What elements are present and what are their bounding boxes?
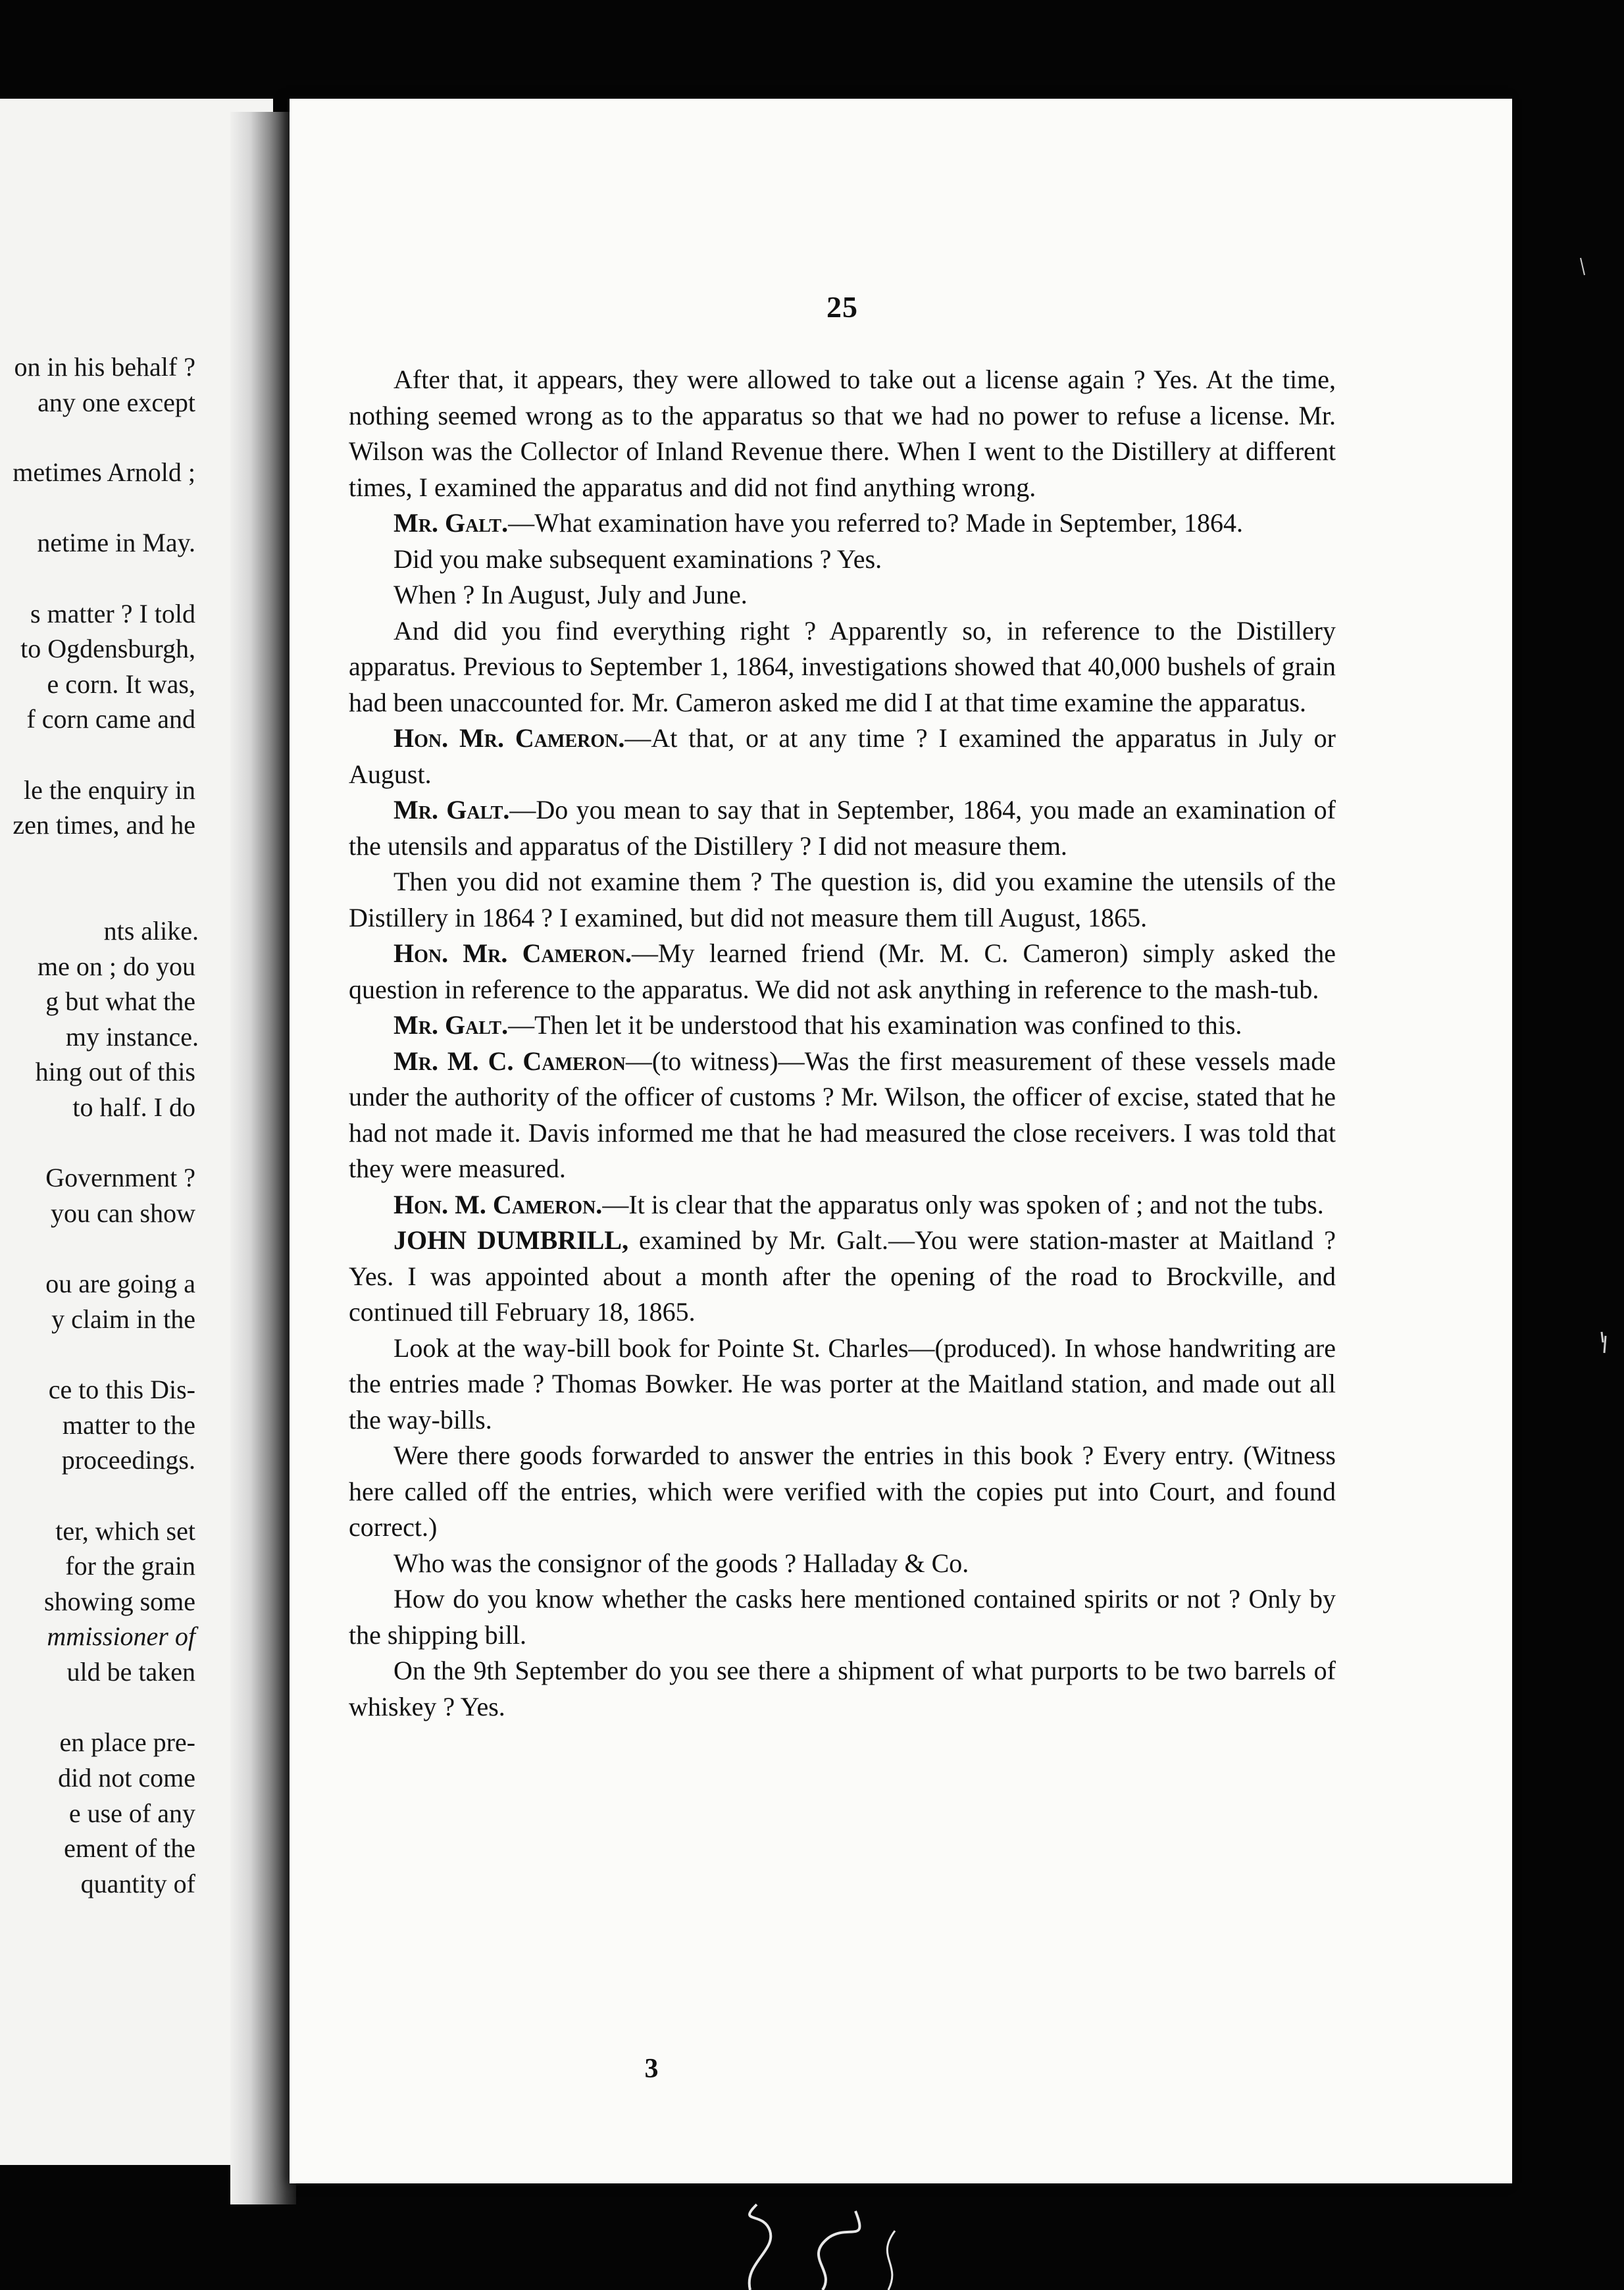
left-page-line: Government ? [45,1163,195,1192]
left-page-line: to half. I do [72,1092,195,1122]
left-page-line: ce to this Dis- [48,1375,195,1404]
paragraph [349,505,1336,542]
paragraph-text: —(to witness)—Was the first measurement of these vessels made under the authority of the officer of customs ? Mr. Wilson, the officer of excise, stated that he had not made it. Davis informed me that he had measured the close receivers. I was told that they were measured. [349,1046,1336,1183]
paragraph-text: Were there goods forwarded to answer the entries in this book ? Every entry. (Witness here called off the entries, which were verified with the copies put into Court, and found correct.) [349,1440,1336,1542]
body-text [349,362,1336,1725]
dust-speck-icon [1599,1329,1608,1356]
speaker-name: Hon. M. Cameron. [393,1189,603,1219]
paragraph-text: —What examination have you referred to? Made in September, 1864. [508,508,1243,538]
paragraph-text: Look at the way-bill book for Pointe St. Charles—(produced). In whose handwriting are the entries made ? Thomas Bowker. He was porter at the Maitland station, and made out all the way-bills. [349,1333,1336,1435]
paragraph-text: —My learned friend (Mr. M. C. Cameron) simply asked the question in reference to the apparatus. We did not ask anything in reference to the mash-tub. [349,938,1336,1004]
left-page-line: mmissioner of [47,1621,195,1651]
left-page-line: to Ogdensburgh, [20,634,195,663]
paragraph-text: When ? In August, July and June. [393,580,748,609]
paragraph [349,1438,1336,1546]
left-page-line: le the enquiry in [23,775,195,805]
speaker-name: Mr. M. C. Cameron [393,1046,626,1076]
left-page-line: ou are going a [45,1269,195,1298]
paragraph-text: Then you did not examine them ? The question is, did you examine the utensils of the Distillery in 1864 ? I examined, but did not measure them till August, 1865. [349,867,1336,932]
paragraph [349,1187,1336,1223]
paragraph [349,1653,1336,1725]
left-page-line: my instance. [65,1022,199,1052]
paragraph [349,1546,1336,1582]
dust-speck-icon [1579,257,1586,276]
left-page-line: metimes Arnold ; [13,457,195,487]
left-page-line: e corn. It was, [47,669,195,699]
left-page-line: en place pre- [59,1727,195,1757]
speaker-name: Mr. Galt. [393,508,509,538]
paragraph [349,864,1336,936]
left-page-line: s matter ? I told [30,599,195,628]
paragraph [349,1223,1336,1331]
left-page-line: matter to the [62,1410,195,1440]
page-number: 25 [826,290,858,324]
left-page-line: ement of the [64,1833,195,1863]
left-page-line: for the grain [65,1551,195,1581]
paragraph [349,577,1336,613]
left-page-line: g but what the [45,986,195,1016]
left-page-line: proceedings. [61,1445,195,1475]
paragraph [349,1331,1336,1438]
speaker-name: Mr. Galt. [393,795,510,825]
paragraph [349,936,1336,1007]
left-page-line: nts alike. [103,916,199,946]
left-page-line: y claim in the [51,1304,195,1334]
paragraph [349,1007,1336,1044]
left-page-line: f corn came and [26,704,195,734]
left-page-line: e use of any [68,1798,195,1828]
book-gutter [230,112,296,2204]
paragraph-text: —Do you mean to say that in September, 1864, you made an examination of the utensils and apparatus of the Distillery ? I did not measure them. [349,795,1336,861]
left-page-line: showing some [44,1587,195,1616]
paragraph [349,613,1336,721]
paragraph [349,1581,1336,1653]
paragraph-text: Who was the consignor of the goods ? Halladay & Co. [393,1548,969,1578]
left-page-line: uld be taken [66,1657,195,1687]
paragraph-text: examined by Mr. Galt.—You were station-master at Maitland ? Yes. I was appointed about a month after the opening of the road to Brockville, and continued till February 18, 1865. [349,1225,1336,1327]
speaker-name: Hon. Mr. Cameron. [393,938,632,968]
left-page-line: netime in May. [37,528,195,557]
left-page-line: any one except [38,388,195,417]
left-page-line: me on ; do you [38,952,195,981]
paragraph-text: And did you find everything right ? Apparently so, in reference to the Distillery apparatus. Previous to September 1, 1864, investigations showed that 40,000 bushels of grain had been unaccounted for. Mr. Cameron asked me did I at that time examine the apparatus. [349,615,1336,717]
left-page-line: quantity of [80,1869,195,1898]
left-page-line: zen times, and he [13,810,195,840]
speaker-name: Mr. Galt. [393,1010,509,1040]
paragraph-text: —At that, or at any time ? I examined the apparatus in July or August. [349,723,1336,789]
paragraph-text: Did you make subsequent examinations ? Yes. [393,544,882,574]
left-page-line: ter, which set [55,1516,195,1546]
paragraph [349,1044,1336,1187]
paragraph [349,792,1336,864]
paragraph [349,362,1336,505]
main-page [290,99,1512,2183]
left-page-line: hing out of this [35,1057,195,1086]
paragraph-text: On the 9th September do you see there a shipment of what purports to be two barrels of whiskey ? Yes. [349,1656,1336,1721]
left-page-line: you can show [51,1198,195,1228]
bookmark-ribbon-icon [737,2191,908,2290]
paragraph-text: How do you know whether the casks here mentioned contained spirits or not ? Only by the shipping bill. [349,1584,1336,1650]
left-page-line: on in his behalf ? [14,352,195,382]
signature-mark: 3 [644,2054,659,2084]
paragraph-text: —It is clear that the apparatus only was spoken of ; and not the tubs. [602,1189,1324,1219]
witness-name: JOHN DUMBRILL, [393,1225,629,1255]
speaker-name: Hon. Mr. Cameron. [393,723,625,753]
left-page-line: did not come [58,1763,195,1793]
paragraph-text: After that, it appears, they were allowed to take out a license again ? Yes. At the time, nothing seemed wrong as to the apparatus so that we had no power to refuse a license. Mr. Wilson was the Collector of Inland Revenue there. When I went to the Distillery at different times, I examined the apparatus and did not find anything wrong. [349,365,1336,502]
paragraph-text: —Then let it be understood that his examination was confined to this. [508,1010,1242,1040]
paragraph [349,542,1336,578]
paragraph [349,721,1336,792]
